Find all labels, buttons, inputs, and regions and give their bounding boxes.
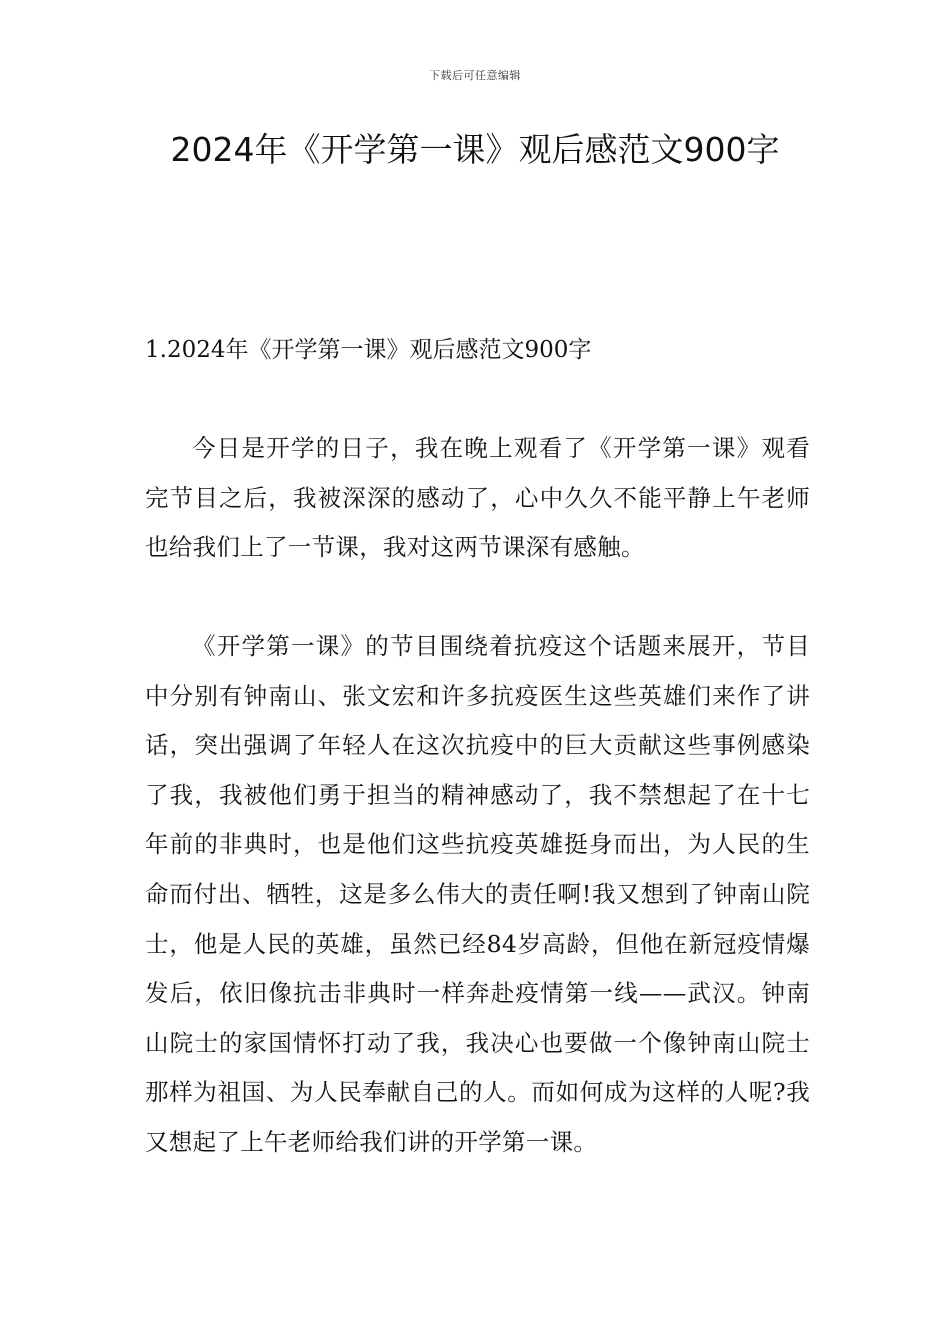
body-paragraph-1: 今日是开学的日子，我在晚上观看了《开学第一课》观看完节目之后，我被深深的感动了，心中久久不能平静上午老师也给我们上了一节课，我对这两节课深有感触。 xyxy=(145,434,810,562)
header-note: 下载后可任意编辑 xyxy=(429,69,521,82)
section-heading: 1.2024年《开学第一课》观后感范文900字 xyxy=(145,337,592,363)
body-paragraph-2: 《开学第一课》的节目围绕着抗疫这个话题来展开，节目中分别有钟南山、张文宏和许多抗疫医生这些英雄们来作了讲话，突出强调了年轻人在这次抗疫中的巨大贡献这些事例感染了我，我被他们勇于担当的精神感动了，我不禁想起了在十七年前的非典时，也是他们这些抗疫英雄挺身而出，为人民的生命而付出、牺牲，这是多么伟大的责任啊!我又想到了钟南山院士，他是人民的英雄，虽然已经84岁高龄，但他在新冠疫情爆发后，依旧像抗击非典时一样奔赴疫情第一线——武汉。钟南山院士的家国情怀打动了我，我决心也要做一个像钟南山院士那样为祖国、为人民奉献自己的人。而如何成为这样的人呢?我又想起了上午老师给我们讲的开学第一课。 xyxy=(145,632,810,1156)
document-title: 2024年《开学第一课》观后感范文900字 xyxy=(170,130,780,169)
